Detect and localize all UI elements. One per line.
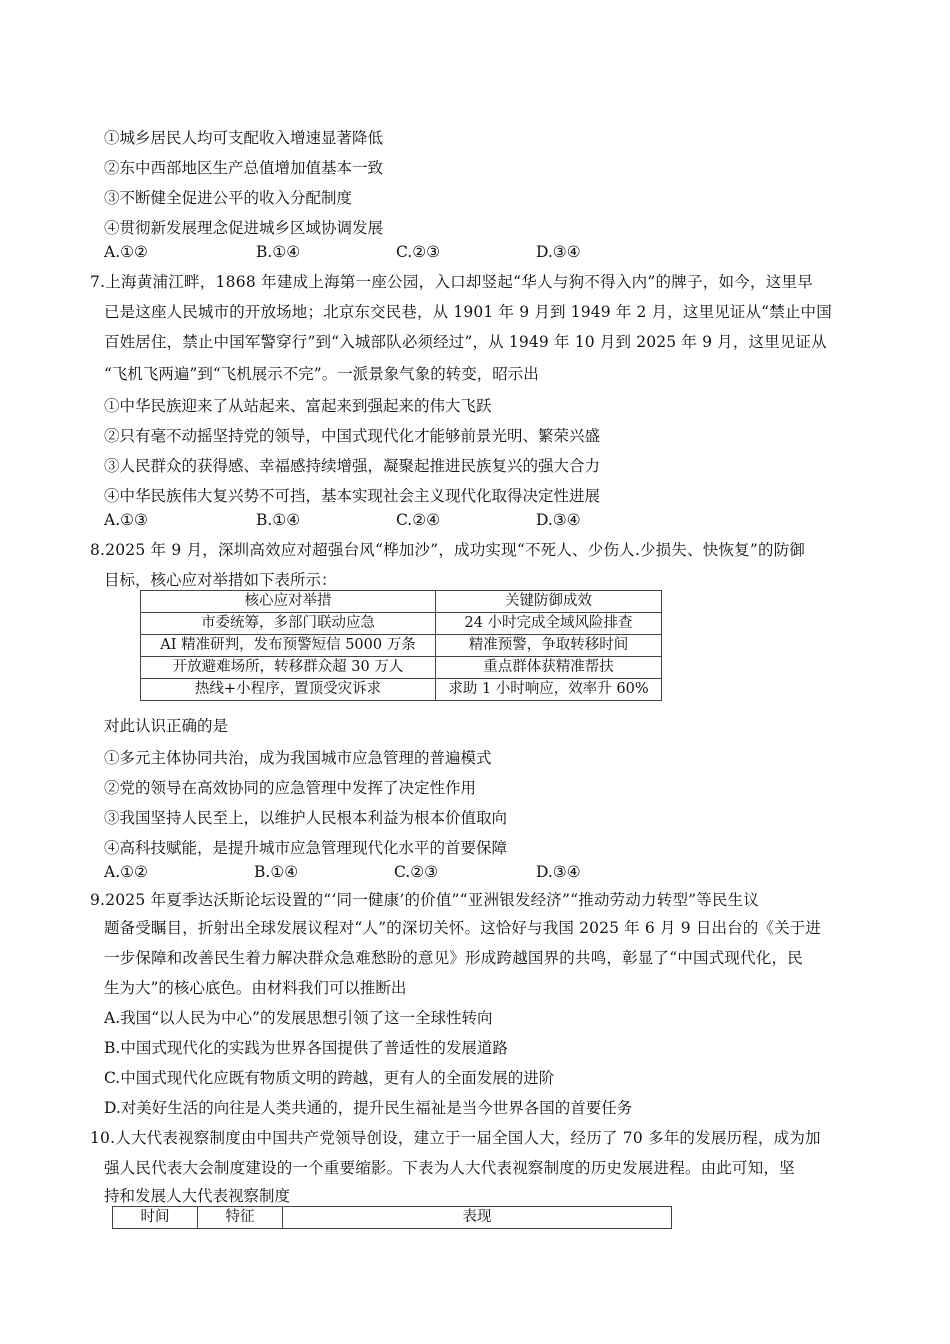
table-row <box>141 679 662 701</box>
q7-statement-1: ①中华民族迎来了从站起来、富起来到强起来的伟大飞跃 <box>104 397 492 415</box>
q8-statement-1: ①多元主体协同共治，成为我国城市应急管理的普遍模式 <box>104 749 492 767</box>
table-header-cell: 关键防御成效 <box>436 591 662 613</box>
q7-option-a: A.①③ <box>104 511 148 529</box>
q7-option-b: B.①④ <box>256 511 301 529</box>
table-cell: AI 精准研判，发布预警短信 5000 万条 <box>141 635 436 657</box>
table-cell: 求助 1 小时响应，效率升 60% <box>436 679 662 701</box>
q7-statement-4: ④中华民族伟大复兴势不可挡，基本实现社会主义现代化取得决定性进展 <box>104 487 601 505</box>
table-header-row <box>141 591 662 613</box>
q6-statement-4: ④贯彻新发展理念促进城乡区域协调发展 <box>104 219 384 237</box>
table-header-cell: 特征 <box>198 1207 283 1229</box>
q8-statement-3: ③我国坚持人民至上，以维护人民根本利益为根本价值取向 <box>104 809 508 827</box>
table-row <box>141 635 662 657</box>
q7-stem-line-2: 已是这座人民城市的开放场地；北京东交民巷，从 1901 年 9 月到 1949 年 2 月，这里见证从“禁止中国 <box>104 303 832 321</box>
q6-statement-2: ②东中西部地区生产总值增加值基本一致 <box>104 159 384 177</box>
q7-option-c: C.②④ <box>396 511 441 529</box>
q10-stem-line-1: 10.人大代表视察制度由中国共产党领导创设，建立于一届全国人大，经历了 70 多年的发展历程，成为加 <box>90 1129 821 1147</box>
table-header-row <box>113 1207 672 1229</box>
q9-option-b: B.中国式现代化的实践为世界各国提供了普适性的发展道路 <box>104 1039 508 1057</box>
q9-option-c: C.中国式现代化应既有物质文明的跨越，更有人的全面发展的进阶 <box>104 1069 555 1087</box>
table-header-cell: 时间 <box>113 1207 198 1229</box>
q8-measures-table <box>140 590 662 701</box>
q8-stem-line-2: 目标，核心应对举措如下表所示： <box>104 571 337 589</box>
q10-stem-line-3: 持和发展人大代表视察制度 <box>104 1187 291 1205</box>
q6-statement-3: ③不断健全促进公平的收入分配制度 <box>104 189 353 207</box>
q7-statement-2: ②只有毫不动摇坚持党的领导，中国式现代化才能够前景光明、繁荣兴盛 <box>104 427 601 445</box>
q8-statement-2: ②党的领导在高效协同的应急管理中发挥了决定性作用 <box>104 779 477 797</box>
q6-option-b: B.①④ <box>256 243 301 261</box>
q8-option-c: C.②③ <box>394 863 439 881</box>
q8-option-a: A.①② <box>104 863 148 881</box>
q7-option-d: D.③④ <box>536 511 581 529</box>
table-header-cell: 核心应对举措 <box>141 591 436 613</box>
q10-stem-line-2: 强人民代表大会制度建设的一个重要缩影。下表为人大代表视察制度的历史发展进程。由此可知，坚 <box>104 1159 795 1177</box>
table-cell: 开放避难场所，转移群众超 30 万人 <box>141 657 436 679</box>
q8-statement-4: ④高科技赋能，是提升城市应急管理现代化水平的首要保障 <box>104 839 508 857</box>
q8-stem-line-1: 8.2025 年 9 月，深圳高效应对超强台风“桦加沙”，成功实现“不死人、少伤人.少损失、快恢复”的防御 <box>90 541 806 559</box>
table-cell: 精准预警，争取转移时间 <box>436 635 662 657</box>
q7-stem-line-3: 百姓居住，禁止中国军警穿行”到“入城部队必须经过”，从 1949 年 10 月到 2025 年 9 月，这里见证从 <box>104 333 827 351</box>
table-header-cell: 表现 <box>283 1207 672 1229</box>
q8-lead: 对此认识正确的是 <box>104 717 229 735</box>
q8-option-b: B.①④ <box>254 863 299 881</box>
q9-option-a: A.我国“以人民为中心”的发展思想引领了这一全球性转向 <box>104 1009 493 1027</box>
q6-option-d: D.③④ <box>536 243 581 261</box>
table-cell: 市委统筹，多部门联动应急 <box>141 613 436 635</box>
q9-stem-line-1: 9.2025 年夏季达沃斯论坛设置的“‘同一健康’的价值”“亚洲银发经济”“推动劳动力转型”等民生议 <box>90 891 760 909</box>
q10-history-table <box>112 1206 672 1229</box>
table-cell: 24 小时完成全域风险排查 <box>436 613 662 635</box>
q8-option-d: D.③④ <box>536 863 581 881</box>
table-row <box>141 613 662 635</box>
q7-stem-line-1: 7.上海黄浦江畔，1868 年建成上海第一座公园，入口却竖起“华人与狗不得入内”的牌子，如今，这里早 <box>90 273 814 291</box>
q7-stem-line-4: “飞机飞两遍”到“飞机展示不完”。一派景象气象的转变，昭示出 <box>104 365 539 383</box>
q9-stem-line-3: 一步保障和改善民生着力解决群众急难愁盼的意见》形成跨越国界的共鸣，彰显了“中国式现代化，民 <box>104 949 803 967</box>
q9-stem-line-2: 题备受瞩目，折射出全球发展议程对“人”的深切关怀。这恰好与我国 2025 年 6 月 9 日出台的《关于进 <box>104 919 822 937</box>
q6-option-a: A.①② <box>104 243 148 261</box>
q9-option-d: D.对美好生活的向往是人类共通的，提升民生福祉是当今世界各国的首要任务 <box>104 1099 633 1117</box>
q9-stem-line-4: 生为大”的核心底色。由材料我们可以推断出 <box>104 979 407 997</box>
q6-statement-1: ①城乡居民人均可支配收入增速显著降低 <box>104 129 384 147</box>
table-cell: 重点群体获精准帮扶 <box>436 657 662 679</box>
q7-statement-3: ③人民群众的获得感、幸福感持续增强，凝聚起推进民族复兴的强大合力 <box>104 457 601 475</box>
table-row <box>141 657 662 679</box>
table-cell: 热线+小程序，置顶受灾诉求 <box>141 679 436 701</box>
q6-option-c: C.②③ <box>396 243 441 261</box>
